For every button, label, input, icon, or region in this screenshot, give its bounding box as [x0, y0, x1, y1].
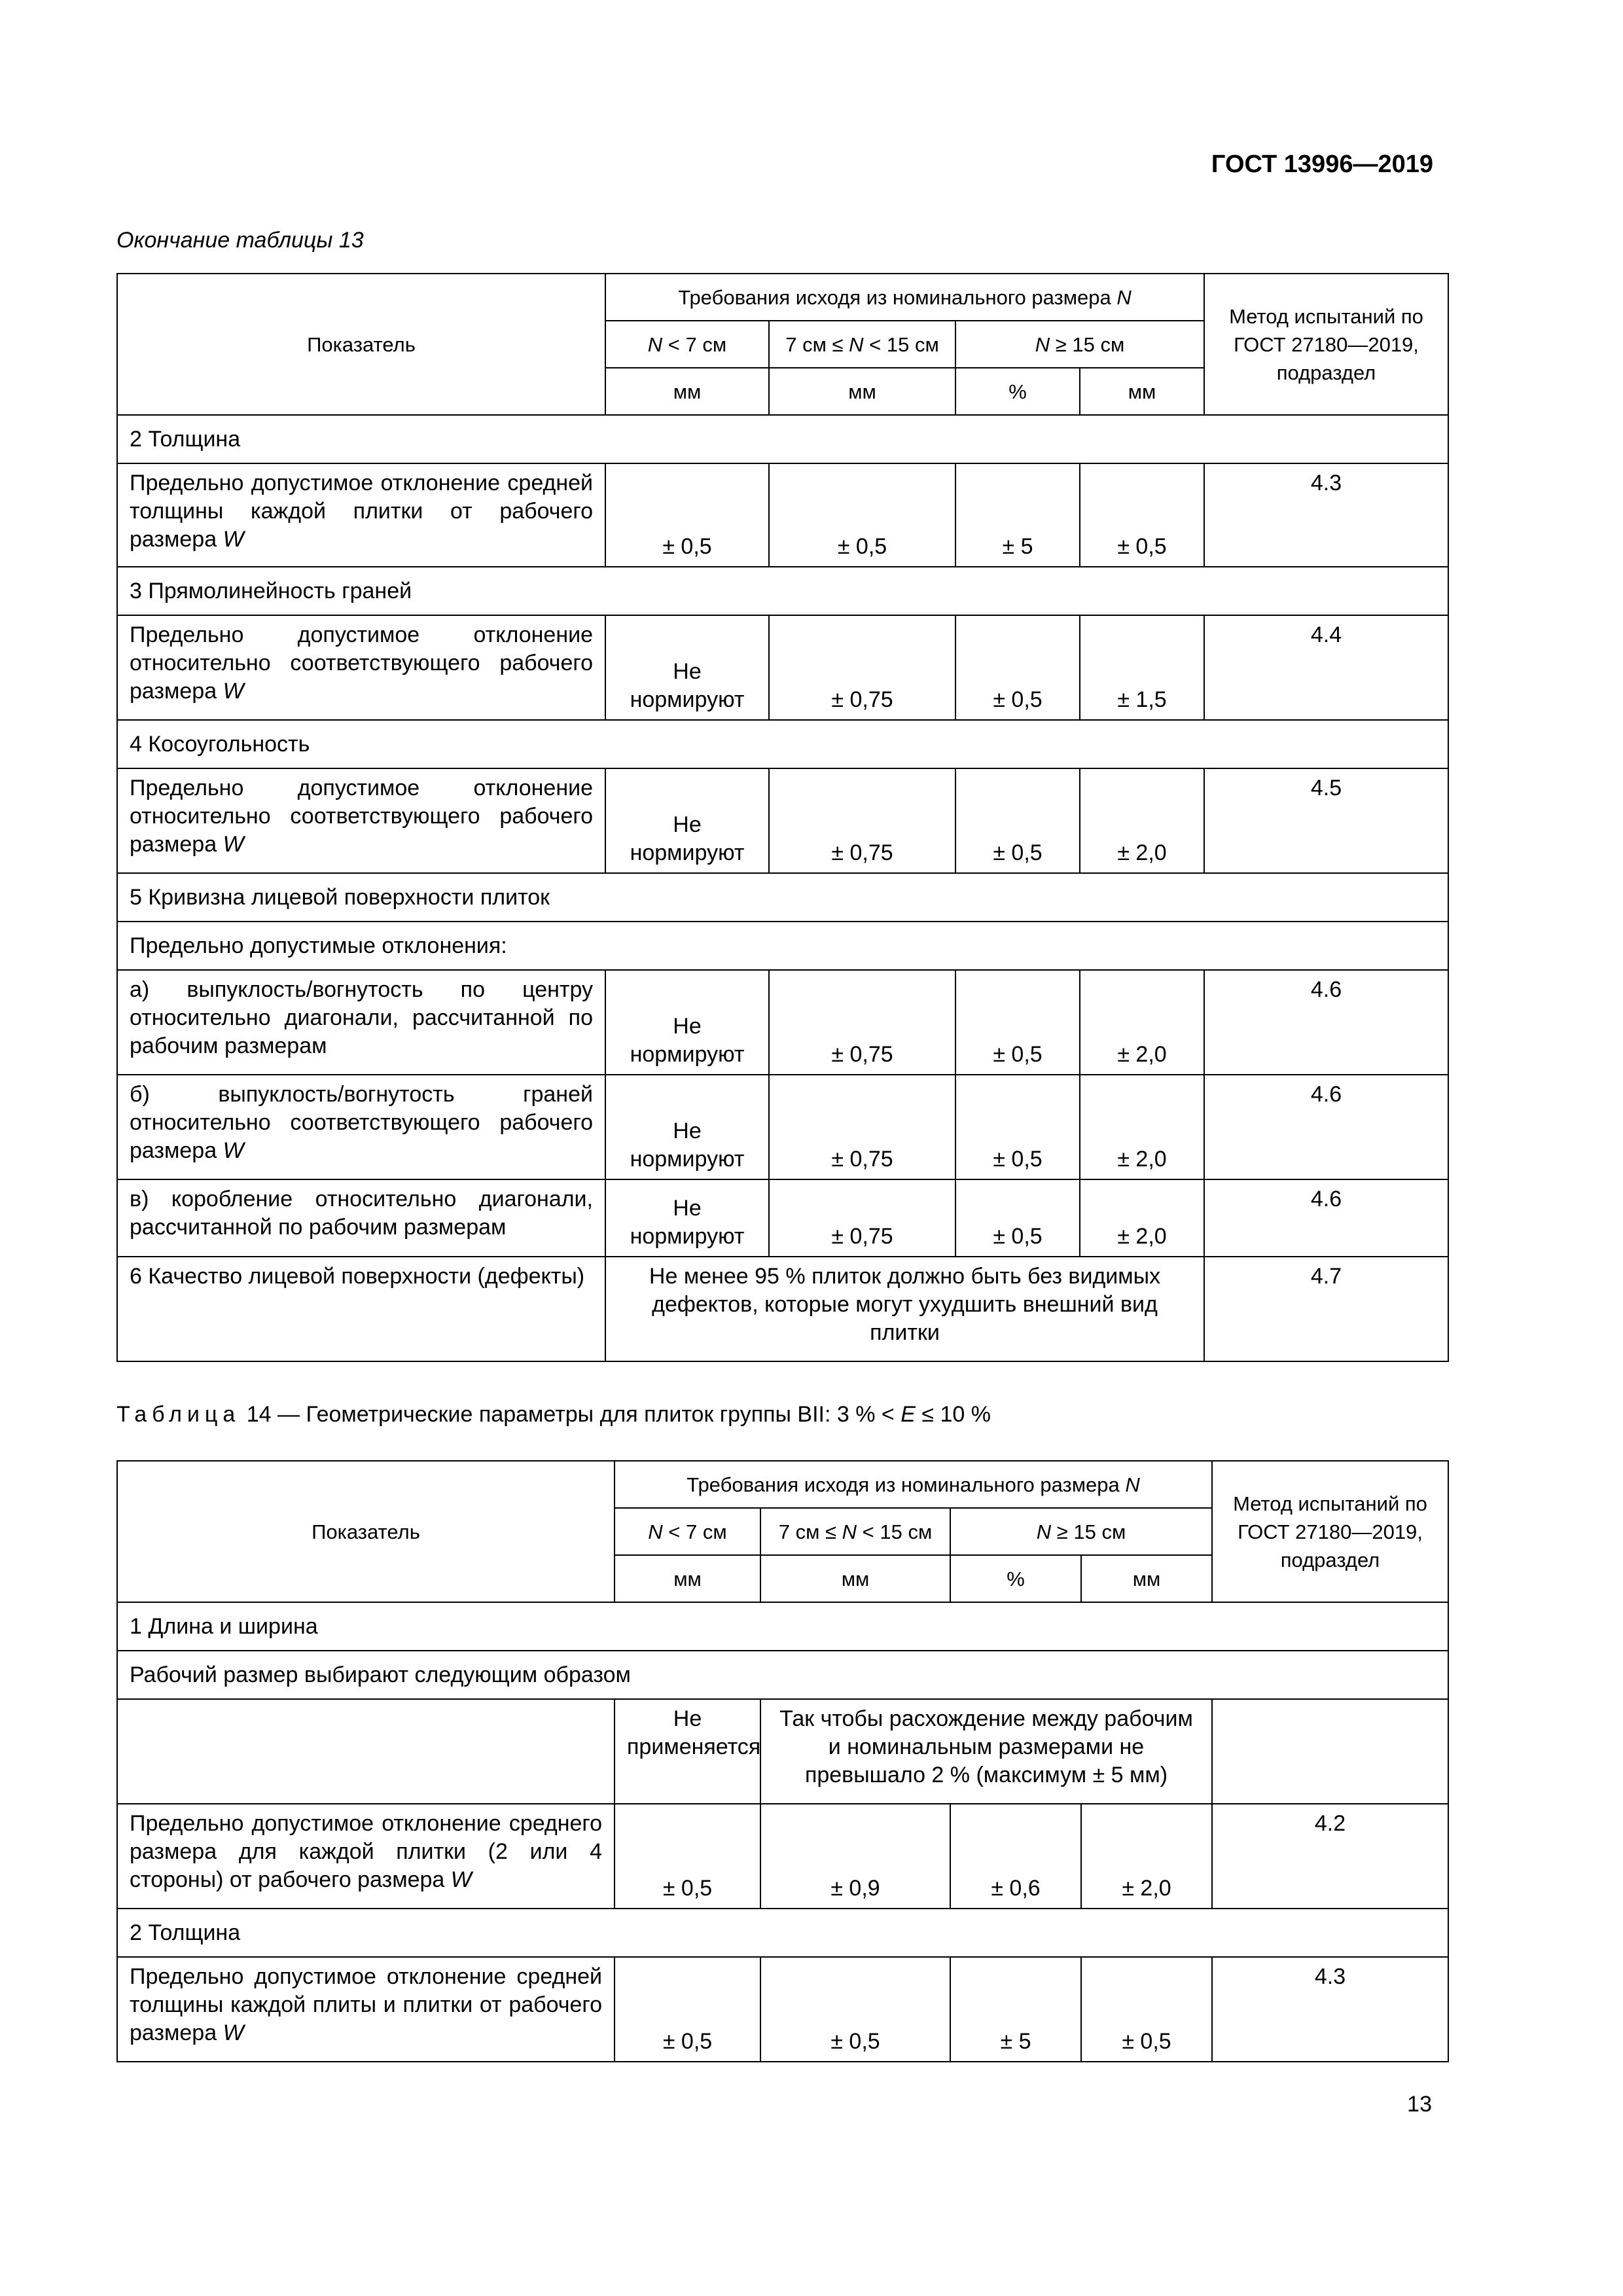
row-label: 6 Качество лицевой поверхности (дефекты): [117, 1257, 605, 1361]
header-requirements: Требования исходя из номинального размера N: [615, 1461, 1212, 1508]
method-cell: 4.2: [1212, 1804, 1448, 1909]
row-label: а) выпуклость/вогнутость по центру относительно диагонали, рассчитанной по рабочим размерам: [117, 970, 605, 1075]
header-size-ge15: N ≥ 15 см: [955, 321, 1204, 368]
section-row-curvature: 5 Кривизна лицевой поверхности плиток: [117, 873, 1448, 922]
section-row-length-width: 1 Длина и ширина: [117, 1602, 1448, 1651]
value-cell: Не нормируют: [605, 615, 769, 720]
value-cell: ± 0,5: [955, 970, 1080, 1075]
value-cell: ± 0,75: [769, 1075, 955, 1179]
header-size-7-15: 7 см ≤ N < 15 см: [769, 321, 955, 368]
method-cell: 4.7: [1204, 1257, 1448, 1361]
row-label: Предельно допустимое отклонение среднего размера для каждой плитки (2 или 4 стороны) от рабочего размера W: [117, 1804, 615, 1909]
caption-text: 14 — Геометрические параметры для плиток группы BII: 3 % < E ≤ 10 %: [246, 1402, 991, 1427]
table-row: [117, 970, 1448, 1075]
row-label: в) коробление относительно диагонали, рассчитанной по рабочим размерам: [117, 1179, 605, 1257]
value-cell: ± 0,75: [769, 970, 955, 1075]
value-cell: ± 0,5: [1081, 1957, 1212, 2062]
header-indicator: Показатель: [117, 1461, 615, 1602]
document-code: ГОСТ 13996—2019: [1211, 151, 1433, 178]
value-cell: ± 0,5: [760, 1957, 950, 2062]
method-cell: 4.5: [1204, 768, 1448, 873]
value-cell: ± 0,5: [955, 615, 1080, 720]
header-size-lt7: N < 7 см: [605, 321, 769, 368]
value-cell: ± 2,0: [1080, 970, 1204, 1075]
value-cell: ± 0,5: [955, 1075, 1080, 1179]
row-label: Предельно допустимое отклонение относительно соответствующего рабочего размера W: [117, 768, 605, 873]
header-size-lt7: N < 7 см: [615, 1508, 760, 1555]
method-cell: 4.3: [1204, 463, 1448, 567]
value-cell: Не нормируют: [605, 768, 769, 873]
row-label: Предельно допустимое отклонение относительно соответствующего рабочего размера W: [117, 615, 605, 720]
method-cell: 4.6: [1204, 970, 1448, 1075]
value-cell: ± 1,5: [1080, 615, 1204, 720]
table-continuation-label: Окончание таблицы 13: [116, 228, 364, 253]
row-label: Предельно допустимое отклонение средней толщины каждой плитки от рабочего размера W: [117, 463, 605, 567]
method-cell: 4.6: [1204, 1179, 1448, 1257]
page-number: 13: [1407, 2092, 1432, 2117]
header-unit-percent: %: [955, 368, 1080, 415]
value-cell: Не применяется: [615, 1699, 760, 1804]
section-row-working-size: Рабочий размер выбирают следующим образом: [117, 1651, 1448, 1699]
value-cell: ± 0,5: [605, 463, 769, 567]
table-row: [117, 1075, 1448, 1179]
value-cell: ± 2,0: [1080, 1179, 1204, 1257]
table-row: [117, 463, 1448, 567]
header-size-ge15: N ≥ 15 см: [950, 1508, 1212, 1555]
row-label: Предельно допустимое отклонение средней толщины каждой плиты и плитки от рабочего размера W: [117, 1957, 615, 2062]
value-cell: ± 5: [950, 1957, 1081, 2062]
header-unit-mm: мм: [760, 1555, 950, 1602]
value-cell: ± 0,5: [769, 463, 955, 567]
value-cell: ± 0,75: [769, 615, 955, 720]
section-row-squareness: 4 Косоугольность: [117, 720, 1448, 768]
value-cell: ± 0,6: [950, 1804, 1081, 1909]
section-row-limits: Предельно допустимые отклонения:: [117, 922, 1448, 970]
value-cell: ± 0,9: [760, 1804, 950, 1909]
table-row: [117, 1179, 1448, 1257]
table-14-caption: [116, 1402, 991, 1427]
value-cell: ± 2,0: [1080, 1075, 1204, 1179]
header-unit-mm: мм: [605, 368, 769, 415]
table-row: [117, 1957, 1448, 2062]
value-cell: ± 0,5: [615, 1804, 760, 1909]
value-cell: ± 0,75: [769, 768, 955, 873]
value-cell: ± 0,5: [955, 768, 1080, 873]
header-requirements: Требования исходя из номинального размера N: [605, 274, 1204, 321]
merged-requirement-cell: Не менее 95 % плиток должно быть без видимых дефектов, которые могут ухудшить внешний вид плитки: [605, 1257, 1204, 1361]
header-method: Метод испытаний по ГОСТ 27180—2019, подраздел: [1204, 274, 1448, 415]
method-cell-empty: [1212, 1699, 1448, 1804]
value-cell: ± 0,5: [615, 1957, 760, 2062]
table-13: [116, 273, 1449, 1362]
merged-requirement-cell: Так чтобы расхождение между рабочим и номинальным размерами не превышало 2 % (максимум ± 5 мм): [760, 1699, 1212, 1804]
value-cell: ± 5: [955, 463, 1080, 567]
header-size-7-15: 7 см ≤ N < 15 см: [760, 1508, 950, 1555]
section-row-thickness: 2 Толщина: [117, 1909, 1448, 1957]
method-cell: 4.4: [1204, 615, 1448, 720]
value-cell: Не нормируют: [605, 970, 769, 1075]
method-cell: 4.6: [1204, 1075, 1448, 1179]
value-cell: ± 0,5: [955, 1179, 1080, 1257]
table-row: [117, 615, 1448, 720]
header-indicator: Показатель: [117, 274, 605, 415]
value-cell: Не нормируют: [605, 1179, 769, 1257]
table-row: [117, 1804, 1448, 1909]
header-method: Метод испытаний по ГОСТ 27180—2019, подраздел: [1212, 1461, 1448, 1602]
table-row: [117, 1699, 1448, 1804]
value-cell: ± 2,0: [1080, 768, 1204, 873]
value-cell: Не нормируют: [605, 1075, 769, 1179]
value-cell: ± 0,75: [769, 1179, 955, 1257]
header-unit-percent: %: [950, 1555, 1081, 1602]
value-cell: ± 0,5: [1080, 463, 1204, 567]
header-unit-mm: мм: [1081, 1555, 1212, 1602]
table-row: [117, 768, 1448, 873]
table-14: [116, 1460, 1449, 2062]
header-unit-mm: мм: [769, 368, 955, 415]
method-cell: 4.3: [1212, 1957, 1448, 2062]
header-unit-mm: мм: [615, 1555, 760, 1602]
section-row-thickness: 2 Толщина: [117, 415, 1448, 463]
row-label: б) выпуклость/вогнутость граней относительно соответствующего рабочего размера W: [117, 1075, 605, 1179]
value-cell: ± 2,0: [1081, 1804, 1212, 1909]
row-label-empty: [117, 1699, 615, 1804]
caption-prefix: Таблица: [116, 1402, 241, 1427]
table-row: [117, 1257, 1448, 1361]
section-row-straightness: 3 Прямолинейность граней: [117, 567, 1448, 615]
header-unit-mm: мм: [1080, 368, 1204, 415]
